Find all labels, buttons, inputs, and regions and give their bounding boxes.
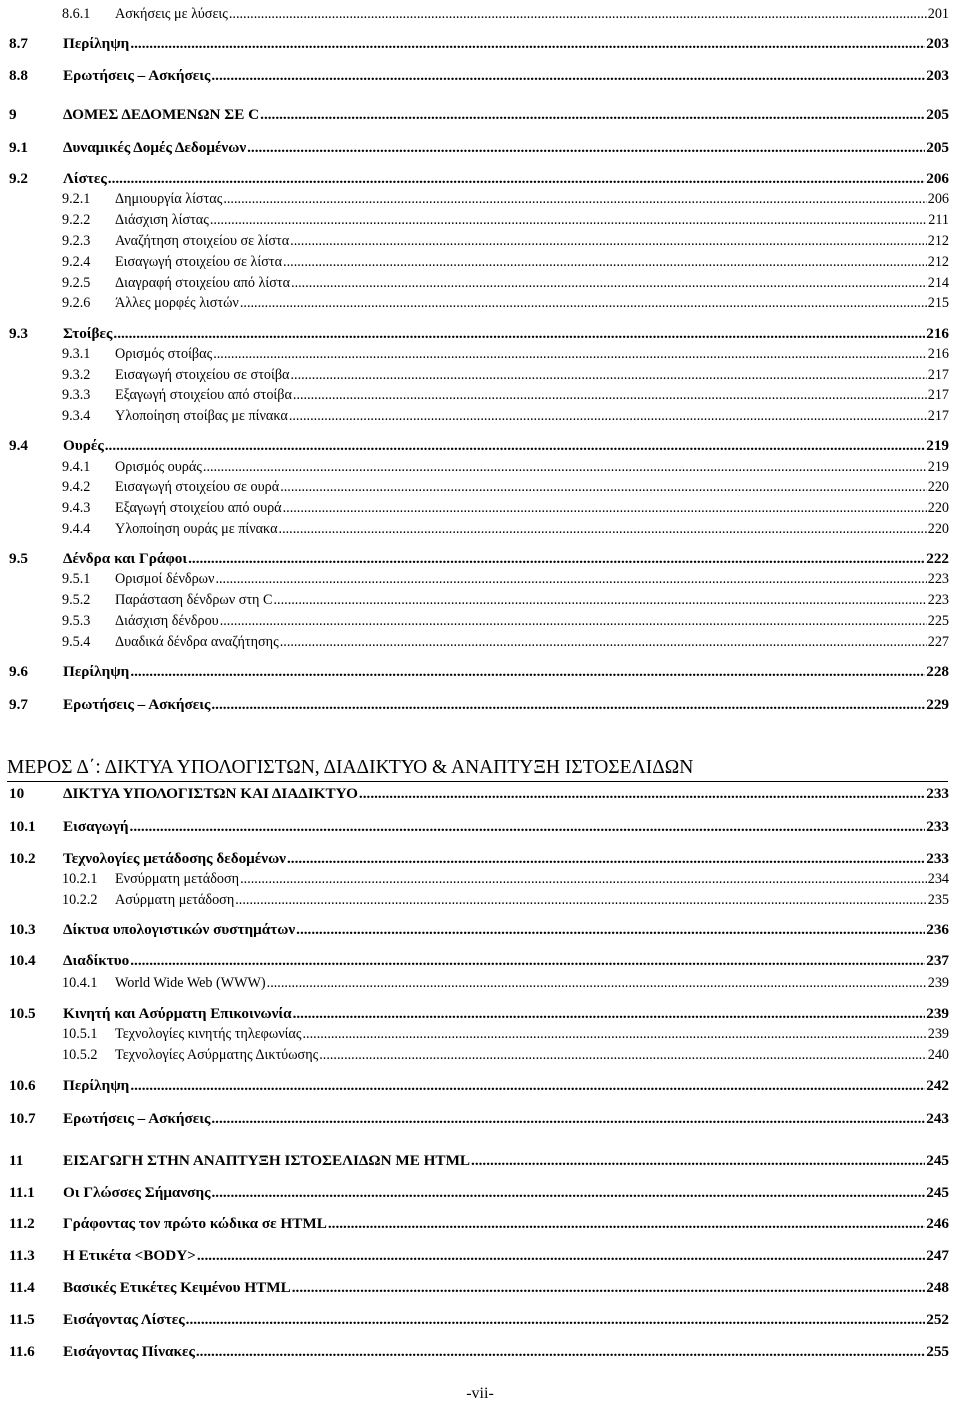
toc-entry-title: Ενσύρματη μετάδοση bbox=[115, 871, 240, 887]
toc-entry-number: 9.2.2 bbox=[62, 212, 91, 228]
toc-entry bbox=[9, 1152, 949, 1170]
toc-entry-page: 242 bbox=[926, 1077, 949, 1094]
toc-entry-page: 227 bbox=[927, 634, 949, 650]
dot-leader bbox=[359, 785, 925, 803]
toc-entry-page: 246 bbox=[926, 1215, 949, 1232]
dot-leader bbox=[293, 1005, 926, 1023]
toc-entry-page: 211 bbox=[928, 212, 949, 228]
dot-leader bbox=[223, 190, 926, 208]
dot-leader bbox=[213, 345, 927, 363]
toc-entry bbox=[62, 366, 949, 384]
toc-entry-page: 239 bbox=[927, 1026, 949, 1042]
dot-leader bbox=[130, 663, 925, 681]
dot-leader bbox=[328, 1215, 925, 1233]
toc-entry-number: 11.6 bbox=[9, 1343, 35, 1360]
toc-entry-title: Δυναμικές Δομές Δεδομένων bbox=[63, 139, 247, 156]
dot-leader bbox=[290, 366, 926, 384]
toc-entry-number: 9.2 bbox=[9, 170, 28, 187]
toc-entry-page: 215 bbox=[927, 295, 949, 311]
toc-entry-number: 9.3.4 bbox=[62, 408, 91, 424]
toc-entry-title: Γράφοντας τον πρώτο κώδικα σε HTML bbox=[63, 1215, 327, 1232]
toc-entry-page: 239 bbox=[926, 1005, 949, 1022]
toc-entry-title: ΔΟΜΕΣ ΔΕΔΟΜΕΝΩΝ ΣΕ C bbox=[63, 106, 260, 123]
dot-leader bbox=[319, 1046, 926, 1064]
dot-leader bbox=[130, 818, 926, 836]
dot-leader bbox=[287, 850, 925, 868]
toc-entry-page: 243 bbox=[926, 1110, 949, 1127]
toc-entry bbox=[62, 232, 949, 250]
toc-entry bbox=[9, 325, 949, 343]
toc-entry-title: Ορισμός στοίβας bbox=[115, 346, 213, 362]
toc-entry bbox=[62, 211, 949, 229]
toc-entry-page: 255 bbox=[926, 1343, 949, 1360]
toc-entry-page: 239 bbox=[927, 975, 949, 991]
toc-entry bbox=[62, 570, 949, 588]
toc-entry bbox=[9, 35, 949, 53]
toc-entry-page: 217 bbox=[927, 387, 949, 403]
toc-entry bbox=[9, 550, 949, 568]
dot-leader bbox=[283, 499, 927, 517]
toc-entry-number: 9.3.2 bbox=[62, 367, 91, 383]
toc-entry-page: 206 bbox=[927, 191, 949, 207]
toc-entry-number: 11.5 bbox=[9, 1311, 35, 1328]
toc-entry-number: 9.4.1 bbox=[62, 459, 91, 475]
toc-entry-page: 216 bbox=[927, 346, 949, 362]
dot-leader bbox=[292, 1279, 925, 1297]
toc-entry bbox=[9, 696, 949, 714]
toc-entry-title: Διαδίκτυο bbox=[63, 952, 130, 969]
dot-leader bbox=[215, 570, 926, 588]
toc-entry bbox=[62, 190, 949, 208]
toc-entry-number: 9 bbox=[9, 106, 17, 123]
dot-leader bbox=[267, 974, 927, 992]
toc-entry bbox=[62, 5, 949, 23]
toc-entry bbox=[62, 974, 949, 992]
toc-entry-page: 223 bbox=[927, 592, 949, 608]
toc-entry-number: 9.2.4 bbox=[62, 254, 91, 270]
toc-entry-number: 11.1 bbox=[9, 1184, 35, 1201]
toc-entry-number: 9.5.2 bbox=[62, 592, 91, 608]
toc-entry bbox=[9, 67, 949, 85]
toc-entry-title: Εξαγωγή στοιχείου από ουρά bbox=[115, 500, 282, 516]
toc-entry-number: 10.2.2 bbox=[62, 892, 98, 908]
toc-entry-title: Εισαγωγή στοιχείου σε ουρά bbox=[115, 479, 280, 495]
toc-entry bbox=[9, 139, 949, 157]
toc-entry-title: Στοίβες bbox=[63, 325, 113, 342]
toc-entry-page: 205 bbox=[926, 139, 949, 156]
toc-entry-page: 212 bbox=[927, 254, 949, 270]
dot-leader bbox=[197, 1247, 925, 1265]
toc-entry-page: 216 bbox=[926, 325, 949, 342]
toc-entry bbox=[9, 170, 949, 188]
toc-entry bbox=[9, 921, 949, 939]
dot-leader bbox=[471, 1152, 925, 1170]
toc-entry-title: Η Ετικέτα <BODY> bbox=[63, 1247, 196, 1264]
toc-entry-title: Εισαγωγή στοιχείου σε λίστα bbox=[115, 254, 283, 270]
toc-entry bbox=[9, 1311, 949, 1329]
toc-entry-title: Υλοποίηση στοίβας με πίνακα bbox=[115, 408, 288, 424]
toc-entry-number: 9.2.3 bbox=[62, 233, 91, 249]
toc-entry bbox=[62, 407, 949, 425]
toc-entry-title: Δημιουργία λίστας bbox=[115, 191, 223, 207]
toc-entry-title: Ερωτήσεις – Ασκήσεις bbox=[63, 1110, 211, 1127]
toc-entry-number: 9.3 bbox=[9, 325, 28, 342]
toc-entry-number: 9.4 bbox=[9, 437, 28, 454]
toc-entry bbox=[9, 952, 949, 970]
toc-entry bbox=[62, 591, 949, 609]
toc-entry bbox=[9, 106, 949, 124]
toc-entry bbox=[62, 386, 949, 404]
toc-entry-title: Άλλες μορφές λιστών bbox=[115, 295, 239, 311]
toc-entry-number: 9.4.4 bbox=[62, 521, 91, 537]
toc-entry bbox=[9, 1184, 949, 1202]
toc-entry-number: 10.4 bbox=[9, 952, 36, 969]
toc-entry-number: 11.4 bbox=[9, 1279, 35, 1296]
toc-entry-number: 8.7 bbox=[9, 35, 28, 52]
dot-leader bbox=[296, 921, 925, 939]
toc-entry-title: Δένδρα και Γράφοι bbox=[63, 550, 188, 567]
toc-entry bbox=[62, 499, 949, 517]
toc-entry bbox=[62, 870, 949, 888]
dot-leader bbox=[105, 437, 925, 455]
toc-entry-title: ΔΙΚΤΥΑ ΥΠΟΛΟΓΙΣΤΩΝ ΚΑΙ ΔΙΑΔΙΚΤΥΟ bbox=[63, 785, 358, 802]
toc-entry-number: 10.5 bbox=[9, 1005, 36, 1022]
toc-entry-title: World Wide Web (WWW) bbox=[115, 975, 266, 991]
toc-entry-number: 11.2 bbox=[9, 1215, 35, 1232]
part-heading: ΜΕΡΟΣ Δ΄: ΔΙΚΤΥΑ ΥΠΟΛΟΓΙΣΤΩΝ, ΔΙΑΔΙΚΤΥΟ & ΑΝΑΠΤΥΞΗ ΙΣΤΟΣΕΛΙΔΩΝ bbox=[7, 756, 948, 782]
toc-entry-number: 8.6.1 bbox=[62, 6, 91, 22]
toc-entry-title: Διάσχιση δένδρου bbox=[115, 613, 219, 629]
dot-leader bbox=[279, 520, 927, 538]
toc-entry bbox=[9, 1005, 949, 1023]
toc-entry-title: Ερωτήσεις – Ασκήσεις bbox=[63, 67, 211, 84]
toc-entry-title: Διάσχιση λίστας bbox=[115, 212, 209, 228]
toc-entry-page: 252 bbox=[926, 1311, 949, 1328]
toc-entry-number: 10.5.1 bbox=[62, 1026, 98, 1042]
toc-entry-page: 201 bbox=[927, 6, 949, 22]
dot-leader bbox=[283, 253, 927, 271]
toc-entry-number: 9.7 bbox=[9, 696, 28, 713]
toc-entry bbox=[62, 1025, 949, 1043]
toc-entry-title: Τεχνολογίες Ασύρματης Δικτύωσης bbox=[115, 1047, 319, 1063]
toc-entry-page: 217 bbox=[927, 408, 949, 424]
toc-entry-page: 225 bbox=[927, 613, 949, 629]
toc-entry-page: 214 bbox=[927, 275, 949, 291]
toc-entry bbox=[9, 785, 949, 803]
toc-entry-title: ΕΙΣΑΓΩΓΗ ΣΤΗΝ ΑΝΑΠΤΥΞΗ ΙΣΤΟΣΕΛΙΔΩΝ ΜΕ HTML bbox=[63, 1152, 471, 1169]
toc-entry-number: 10.5.2 bbox=[62, 1047, 98, 1063]
toc-entry-page: 222 bbox=[926, 550, 949, 567]
toc-entry-page: 236 bbox=[926, 921, 949, 938]
toc-entry-page: 212 bbox=[927, 233, 949, 249]
toc-entry-title: Λίστες bbox=[63, 170, 107, 187]
toc-entry-page: 220 bbox=[927, 479, 949, 495]
dot-leader bbox=[274, 591, 927, 609]
toc-entry-title: Εξαγωγή στοιχείου από στοίβα bbox=[115, 387, 292, 403]
dot-leader bbox=[229, 5, 927, 23]
toc-entry-title: Δίκτυα υπολογιστικών συστημάτων bbox=[63, 921, 296, 938]
dot-leader bbox=[130, 952, 925, 970]
toc-entry-page: 245 bbox=[926, 1152, 949, 1169]
toc-entry-number: 10.2 bbox=[9, 850, 36, 867]
toc-entry-number: 11.3 bbox=[9, 1247, 35, 1264]
toc-entry-page: 233 bbox=[926, 850, 949, 867]
toc-entry bbox=[62, 612, 949, 630]
toc-entry-page: 203 bbox=[926, 67, 949, 84]
toc-entry-title: Δυαδικά δένδρα αναζήτησης bbox=[115, 634, 279, 650]
toc-entry-number: 11 bbox=[9, 1152, 24, 1169]
toc-entry-page: 245 bbox=[926, 1184, 949, 1201]
dot-leader bbox=[280, 633, 927, 651]
toc-entry-number: 9.2.5 bbox=[62, 275, 91, 291]
toc-entry-page: 240 bbox=[927, 1047, 949, 1063]
toc-entry-title: Εισάγοντας Λίστες bbox=[63, 1311, 185, 1328]
toc-entry-title: Εισαγωγή στοιχείου σε στοίβα bbox=[115, 367, 290, 383]
toc-entry bbox=[62, 253, 949, 271]
toc-entry bbox=[9, 663, 949, 681]
toc-entry-page: 233 bbox=[926, 785, 949, 802]
toc-entry-page: 205 bbox=[926, 106, 949, 123]
toc-entry-number: 9.5.4 bbox=[62, 634, 91, 650]
toc-entry bbox=[62, 458, 949, 476]
toc-entry-number: 9.5 bbox=[9, 550, 28, 567]
toc-entry bbox=[9, 818, 949, 836]
dot-leader bbox=[186, 1311, 926, 1329]
dot-leader bbox=[130, 1077, 925, 1095]
toc-entry-number: 9.2.6 bbox=[62, 295, 91, 311]
dot-leader bbox=[303, 1025, 927, 1043]
toc-entry-page: 247 bbox=[926, 1247, 949, 1264]
toc-entry-number: 9.5.1 bbox=[62, 571, 91, 587]
toc-entry-number: 9.3.3 bbox=[62, 387, 91, 403]
toc-entry-page: 223 bbox=[927, 571, 949, 587]
toc-entry bbox=[62, 1046, 949, 1064]
toc-entry bbox=[62, 891, 949, 909]
toc-entry-page: 203 bbox=[926, 35, 949, 52]
page-number-footer: -vii- bbox=[466, 1385, 494, 1402]
dot-leader bbox=[235, 891, 926, 909]
toc-entry-number: 9.3.1 bbox=[62, 346, 91, 362]
dot-leader bbox=[291, 274, 927, 292]
toc-entry-title: Ασκήσεις με λύσεις bbox=[115, 6, 228, 22]
toc-entry bbox=[62, 294, 949, 312]
toc-entry bbox=[62, 478, 949, 496]
toc-entry-number: 10.3 bbox=[9, 921, 36, 938]
toc-entry bbox=[9, 1247, 949, 1265]
toc-entry-number: 9.5.3 bbox=[62, 613, 91, 629]
toc-entry-title: Οι Γλώσσες Σήμανσης bbox=[63, 1184, 211, 1201]
toc-entry-number: 9.6 bbox=[9, 663, 28, 680]
toc-entry bbox=[62, 274, 949, 292]
dot-leader bbox=[211, 696, 925, 714]
toc-entry-title: Διαγραφή στοιχείου από λίστα bbox=[115, 275, 291, 291]
toc-entry-title: Περίληψη bbox=[63, 663, 130, 680]
toc-entry-number: 8.8 bbox=[9, 67, 28, 84]
dot-leader bbox=[211, 1184, 925, 1202]
toc-entry bbox=[9, 437, 949, 455]
toc-entry-title: Κινητή και Ασύρματη Επικοινωνία bbox=[63, 1005, 292, 1022]
dot-leader bbox=[211, 67, 925, 85]
toc-entry-number: 9.1 bbox=[9, 139, 28, 156]
dot-leader bbox=[211, 1110, 925, 1128]
toc-entry bbox=[9, 1279, 949, 1297]
toc-entry-title: Εισαγωγή bbox=[63, 818, 129, 835]
toc-entry-page: 229 bbox=[926, 696, 949, 713]
dot-leader bbox=[260, 106, 925, 124]
toc-entry-page: 228 bbox=[926, 663, 949, 680]
dot-leader bbox=[247, 139, 925, 157]
toc-entry-page: 237 bbox=[926, 952, 949, 969]
dot-leader bbox=[210, 211, 927, 229]
dot-leader bbox=[240, 294, 927, 312]
dot-leader bbox=[280, 478, 927, 496]
toc-entry-number: 10.6 bbox=[9, 1077, 36, 1094]
toc-entry-page: 219 bbox=[926, 437, 949, 454]
dot-leader bbox=[240, 870, 927, 888]
toc-entry-page: 233 bbox=[926, 818, 949, 835]
toc-entry-title: Ερωτήσεις – Ασκήσεις bbox=[63, 696, 211, 713]
toc-entry-page: 220 bbox=[927, 521, 949, 537]
toc-entry-page: 235 bbox=[927, 892, 949, 908]
toc-entry-page: 248 bbox=[926, 1279, 949, 1296]
toc-entry-title: Περίληψη bbox=[63, 35, 130, 52]
toc-entry-title: Βασικές Ετικέτες Κειμένου HTML bbox=[63, 1279, 291, 1296]
toc-entry bbox=[9, 1215, 949, 1233]
toc-entry-page: 220 bbox=[927, 500, 949, 516]
toc-entry-title: Τεχνολογίες μετάδοσης δεδομένων bbox=[63, 850, 286, 867]
dot-leader bbox=[188, 550, 925, 568]
toc-entry-page: 219 bbox=[927, 459, 949, 475]
toc-entry-title: Περίληψη bbox=[63, 1077, 130, 1094]
dot-leader bbox=[289, 407, 927, 425]
dot-leader bbox=[113, 325, 925, 343]
toc-entry-title: Ουρές bbox=[63, 437, 104, 454]
toc-entry bbox=[9, 1110, 949, 1128]
toc-entry-page: 206 bbox=[926, 170, 949, 187]
toc-entry-number: 10.7 bbox=[9, 1110, 36, 1127]
toc-entry-title: Ορισμός ουράς bbox=[115, 459, 202, 475]
toc-entry bbox=[9, 1077, 949, 1095]
dot-leader bbox=[293, 386, 927, 404]
dot-leader bbox=[196, 1343, 925, 1361]
toc-entry-title: Εισάγοντας Πίνακες bbox=[63, 1343, 195, 1360]
dot-leader bbox=[220, 612, 927, 630]
toc-entry bbox=[9, 1343, 949, 1361]
dot-leader bbox=[203, 458, 927, 476]
toc-entry-title: Παράσταση δένδρων στη C bbox=[115, 592, 273, 608]
toc-entry-page: 217 bbox=[927, 367, 949, 383]
dot-leader bbox=[290, 232, 927, 250]
toc-entry-number: 9.4.3 bbox=[62, 500, 91, 516]
toc-entry-page: 234 bbox=[927, 871, 949, 887]
toc-entry-number: 10.2.1 bbox=[62, 871, 98, 887]
toc-entry-title: Αναζήτηση στοιχείου σε λίστα bbox=[115, 233, 290, 249]
toc-entry-number: 10 bbox=[9, 785, 25, 802]
toc-entry bbox=[9, 850, 949, 868]
dot-leader bbox=[108, 170, 925, 188]
toc-entry-title: Ασύρματη μετάδοση bbox=[115, 892, 235, 908]
toc-entry-title: Υλοποίηση ουράς με πίνακα bbox=[115, 521, 278, 537]
toc-entry-number: 9.2.1 bbox=[62, 191, 91, 207]
toc-entry bbox=[62, 520, 949, 538]
toc-entry bbox=[62, 345, 949, 363]
toc-entry-title: Ορισμοί δένδρων bbox=[115, 571, 215, 587]
toc-entry-number: 10.1 bbox=[9, 818, 36, 835]
toc-entry-title: Τεχνολογίες κινητής τηλεφωνίας bbox=[115, 1026, 302, 1042]
dot-leader bbox=[130, 35, 925, 53]
toc-entry-number: 10.4.1 bbox=[62, 975, 98, 991]
toc-entry-number: 9.4.2 bbox=[62, 479, 91, 495]
toc-entry bbox=[62, 633, 949, 651]
